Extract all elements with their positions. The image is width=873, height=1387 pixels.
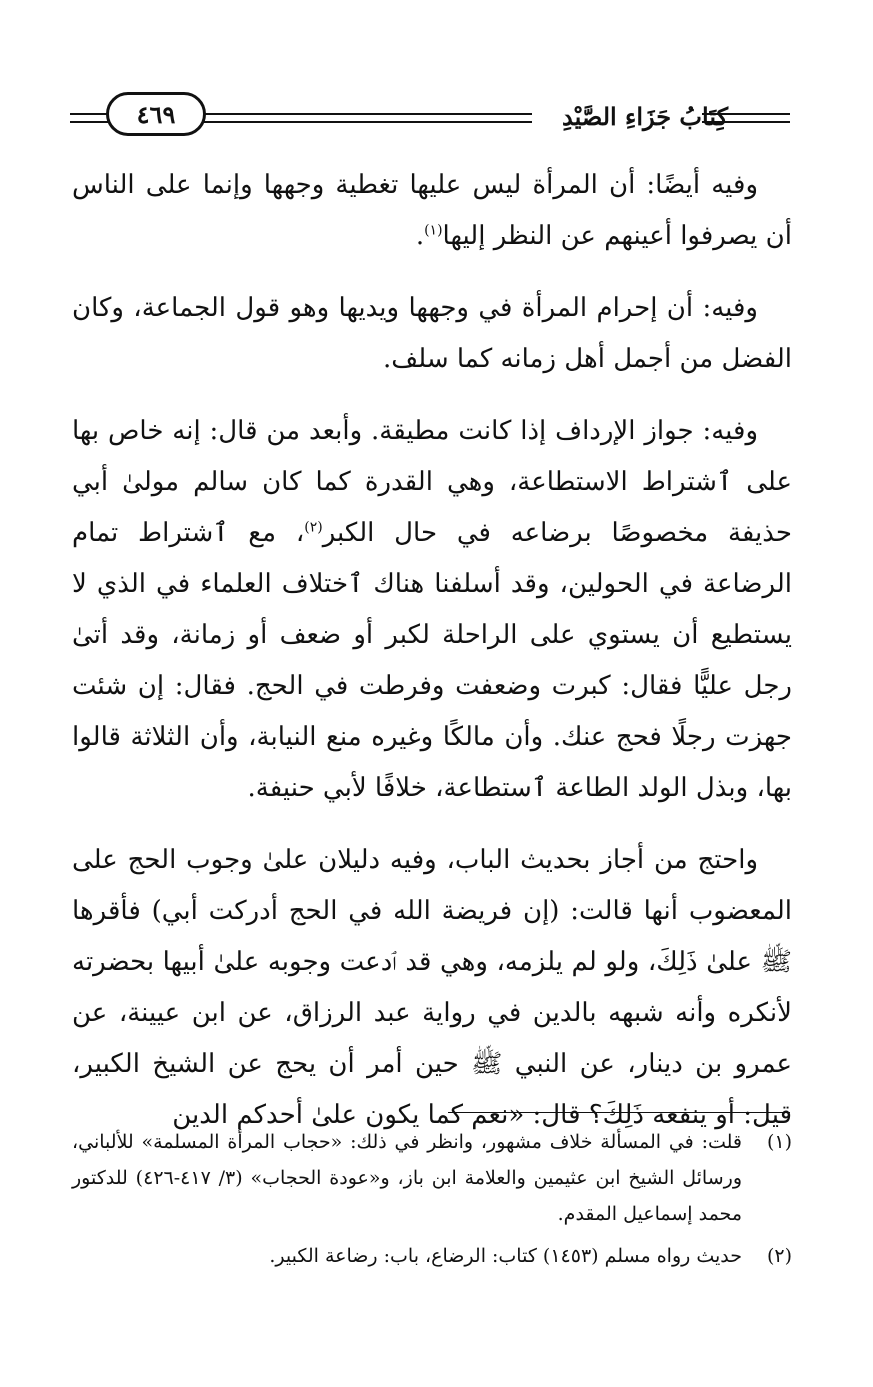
page-number-badge [106,92,206,136]
paragraph-text: وفيه: أن إحرام المرأة في وجهها ويديها وهو قول الجماعة، وكان الفضل من أجمل أهل زمانه كما سلف. [72,293,792,374]
footnote-reference[interactable]: (١) [424,222,443,239]
footnote-item [72,1238,792,1274]
footnote-number: (٢) [766,1245,792,1267]
footnote-number: (١) [766,1131,792,1153]
page-number: ٤٦٩ [136,99,176,129]
footnote-reference[interactable]: (٢) [304,519,323,536]
book-title: كِتَابُ جَزَاءِ الصَّيْدِ [562,102,728,131]
header-rule-middle-top [198,113,532,115]
paragraph-text: واحتج من أجاز بحديث الباب، وفيه دليلان علىٰ وجوب الحج على المعضوب أنها قالت: (إن فريضة الله في الحج أدركت أبي) فأقرها ﷺ علىٰ ذَلِكَ، ولو لم يلزمه، وهي قد ٱدعت وجوبه علىٰ أبيها بحضرته لأنكره وأنه شبهه بالدين في رواية عبد الرزاق، عن ابن عيينة، عن عمرو بن دينار، عن النبي ﷺ حين أمر أن يحج عن الشيخ الكبير، قيل: أو ينفعه ذَلِكَ؟ قال: «نعم كما يكون علىٰ أحدكم الدين [72,845,792,1130]
main-text [72,160,792,1141]
page-header [70,92,790,142]
paragraph [72,160,792,262]
paragraph [72,835,792,1141]
paragraph-text: وفيه أيضًا: أن المرأة ليس عليها تغطية وجهها وإنما على الناس أن يصرفوا أعينهم عن النظر إليها [72,170,792,251]
footnote-text: قلت: في المسألة خلاف مشهور، وانظر في ذلك: «حجاب المرأة المسلمة» للألباني، ورسائل الشيخ ابن عثيمين والعلامة ابن باز، و«عودة الحجاب» (٣/ ٤١٧-٤٢٦) للدكتور محمد إسماعيل المقدم. [72,1131,742,1225]
paragraph-tail: . [415,221,425,251]
footnotes [72,1124,792,1280]
footnote-item [72,1124,792,1232]
paragraph [72,406,792,814]
header-rule-middle-bottom [198,121,532,123]
footnote-divider [448,1112,790,1113]
paragraph-tail: ، مع ٱشتراط تمام الرضاعة في الحولين، وقد أسلفنا هناك ٱختلاف العلماء في الذي لا يستطيع أن يستوي على الراحلة لكبر أو ضعف أو زمانة، وقد أتىٰ رجل عليًّا فقال: كبرت وضعفت وفرطت في الحج. فقال: إن شئت جهزت رجلًا فحج عنك. وأن مالكًا وغيره منع النيابة، وأن الثلاثة قالوا بها، وبذل الولد الطاعة ٱستطاعة، خلافًا لأبي حنيفة. [72,518,792,803]
paragraph [72,283,792,385]
footnote-text: حديث رواه مسلم (١٤٥٣) كتاب: الرضاع، باب: رضاعة الكبير. [269,1245,742,1267]
paragraph-text: وفيه: جواز الإرداف إذا كانت مطيقة. وأبعد من قال: إنه خاص بها على ٱشتراط الاستطاعة، وهي القدرة كما كان سالم مولىٰ أبي حذيفة مخصوصًا برضاعه في حال الكبر [72,416,792,548]
